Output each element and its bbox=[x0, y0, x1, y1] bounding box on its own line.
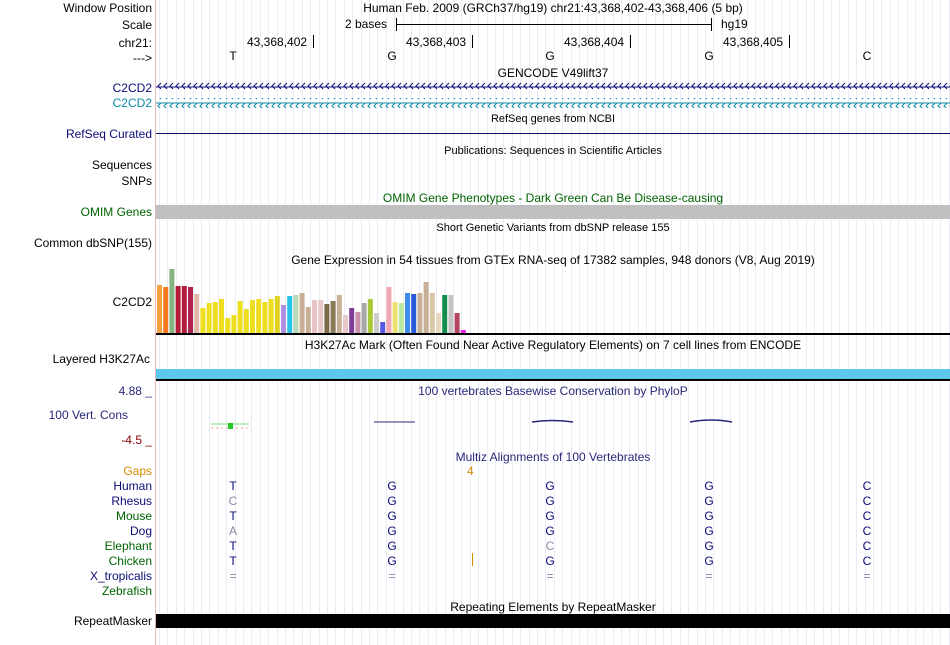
alignment-base-dog: G bbox=[704, 524, 714, 538]
alignment-base-elephant: C bbox=[862, 539, 872, 553]
track-label-mouse[interactable]: Mouse bbox=[115, 509, 152, 523]
scale-label: 2 bases bbox=[345, 17, 388, 31]
refseq-gene-line[interactable] bbox=[156, 133, 950, 134]
alignment-base-dog: G bbox=[545, 524, 555, 538]
reference-base: G bbox=[545, 49, 555, 63]
coordinate-tick bbox=[472, 35, 473, 48]
gtex-tissue-bar[interactable] bbox=[448, 295, 453, 333]
coordinate-label: 43,368,403 bbox=[406, 35, 467, 49]
gtex-tissue-bar[interactable] bbox=[250, 300, 255, 333]
coordinate-tick bbox=[789, 35, 790, 48]
alignment-base-chicken: T bbox=[229, 554, 237, 568]
gtex-tissue-bar[interactable] bbox=[430, 293, 435, 333]
reference-base: G bbox=[704, 49, 714, 63]
alignment-base-x_tropicalis: = bbox=[705, 569, 713, 583]
gtex-tissue-bar[interactable] bbox=[380, 322, 385, 333]
alignment-base-mouse: T bbox=[229, 509, 237, 523]
coordinate-label: 43,368,405 bbox=[723, 35, 784, 49]
alignment-base-x_tropicalis: = bbox=[546, 569, 554, 583]
gtex-tissue-bar[interactable] bbox=[306, 307, 311, 333]
alignment-base-chicken: G bbox=[704, 554, 714, 568]
track-label-dog[interactable]: Dog bbox=[129, 524, 152, 538]
omim-feature-bar[interactable] bbox=[156, 205, 950, 219]
gtex-tissue-bar[interactable] bbox=[256, 299, 261, 333]
gtex-tissue-bar[interactable] bbox=[424, 282, 429, 333]
alignment-base-rhesus: G bbox=[545, 494, 555, 508]
alignment-base-human: G bbox=[545, 479, 555, 493]
track-label-omim-genes[interactable]: OMIM Genes bbox=[80, 205, 152, 219]
alignment-base-elephant: G bbox=[704, 539, 714, 553]
gtex-tissue-bar[interactable] bbox=[331, 301, 336, 333]
gtex-tissue-bar[interactable] bbox=[281, 305, 286, 333]
c2cd2-gencode-secondary[interactable] bbox=[156, 98, 950, 108]
alignment-base-human: G bbox=[387, 479, 397, 493]
alignment-base-elephant: T bbox=[229, 539, 237, 553]
alignment-base-x_tropicalis: = bbox=[388, 569, 396, 583]
track-label-human[interactable]: Human bbox=[113, 479, 152, 493]
coordinate-tick bbox=[313, 35, 314, 48]
track-label-c2cd2[interactable]: C2CD2 bbox=[112, 81, 152, 95]
track-label-repeatmasker[interactable]: RepeatMasker bbox=[73, 614, 152, 628]
coordinate-label: 43,368,402 bbox=[247, 35, 308, 49]
track-label-sequences[interactable]: Sequences bbox=[91, 158, 152, 172]
gtex-tissue-bar[interactable] bbox=[355, 312, 360, 333]
track-label--4-5-[interactable]: -4.5 _ bbox=[121, 433, 152, 447]
track-label-layered-h3k27ac[interactable]: Layered H3K27Ac bbox=[52, 352, 150, 366]
browser-image[interactable] bbox=[156, 0, 950, 645]
phylop-mark-g3 bbox=[690, 420, 732, 422]
coordinate-label: 43,368,404 bbox=[564, 35, 625, 49]
track-label-100-vert-cons[interactable]: 100 Vert. Cons bbox=[48, 408, 128, 422]
track-label-x-tropicalis[interactable]: X_tropicalis bbox=[89, 569, 152, 583]
alignment-base-dog: G bbox=[387, 524, 397, 538]
refseq-title: RefSeq genes from NCBI bbox=[490, 113, 616, 125]
gencode-title: GENCODE V49lift37 bbox=[497, 66, 609, 80]
gtex-tissue-bar[interactable] bbox=[182, 286, 187, 333]
gtex-tissue-bar[interactable] bbox=[362, 303, 367, 333]
repeatmasker-title: Repeating Elements by RepeatMasker bbox=[450, 600, 656, 614]
track-label-4-88-[interactable]: 4.88 _ bbox=[118, 384, 152, 398]
gtex-tissue-bar[interactable] bbox=[219, 299, 224, 333]
alignment-base-rhesus: C bbox=[862, 494, 872, 508]
gtex-tissue-bar[interactable] bbox=[262, 302, 267, 333]
track-labels-column bbox=[0, 0, 155, 645]
gtex-tissue-bar[interactable] bbox=[312, 300, 317, 333]
gtex-tissue-bar[interactable] bbox=[225, 318, 230, 333]
gtex-tissue-bar[interactable] bbox=[275, 296, 280, 333]
gtex-tissue-bar[interactable] bbox=[399, 303, 404, 333]
gtex-tissue-bar[interactable] bbox=[337, 295, 342, 333]
gtex-tissue-bar[interactable] bbox=[231, 315, 236, 333]
gtex-tissue-bar[interactable] bbox=[287, 296, 292, 333]
alignment-base-chicken: G bbox=[545, 554, 555, 568]
gtex-tissue-bar[interactable] bbox=[269, 299, 274, 333]
track-label--[interactable]: ---> bbox=[133, 51, 152, 65]
alignment-base-human: G bbox=[704, 479, 714, 493]
track-label-gaps[interactable]: Gaps bbox=[123, 464, 152, 478]
gtex-tissue-bar[interactable] bbox=[300, 293, 305, 333]
alignment-base-mouse: C bbox=[862, 509, 872, 523]
gtex-tissue-bar[interactable] bbox=[343, 315, 348, 333]
gtex-tissue-bar[interactable] bbox=[176, 286, 181, 333]
gtex-tissue-bar[interactable] bbox=[411, 294, 416, 333]
track-label-rhesus[interactable]: Rhesus bbox=[111, 494, 152, 508]
track-label-chr21-[interactable]: chr21: bbox=[118, 36, 152, 50]
gtex-bar-chart[interactable] bbox=[156, 266, 950, 334]
phylop-mark-g2 bbox=[532, 421, 573, 423]
c2cd2-gencode-primary[interactable] bbox=[156, 82, 950, 92]
gtex-tissue-bar[interactable] bbox=[213, 302, 218, 333]
gtex-tissue-bar[interactable] bbox=[442, 295, 447, 333]
alignment-base-elephant: C bbox=[545, 539, 555, 553]
gtex-tissue-bar[interactable] bbox=[318, 300, 323, 333]
alignment-base-mouse: G bbox=[545, 509, 555, 523]
publications-title: Publications: Sequences in Scientific Articles bbox=[444, 145, 662, 157]
gtex-tissue-bar[interactable] bbox=[386, 287, 391, 333]
alignment-base-elephant: G bbox=[387, 539, 397, 553]
coordinate-tick bbox=[630, 35, 631, 48]
track-label-chicken[interactable]: Chicken bbox=[108, 554, 152, 568]
alignment-base-rhesus: C bbox=[228, 494, 238, 508]
reference-base: C bbox=[862, 49, 872, 63]
gtex-title: Gene Expression in 54 tissues from GTEx RNA-seq of 17382 samples, 948 donors (V8, Aug 2019) bbox=[291, 253, 815, 267]
h3k27ac-baseline bbox=[156, 379, 950, 381]
h3k27ac-signal[interactable] bbox=[156, 369, 950, 379]
scale-bar bbox=[396, 18, 712, 31]
alignment-base-dog: C bbox=[862, 524, 872, 538]
gtex-tissue-bar[interactable] bbox=[368, 299, 373, 333]
track-label-c2cd2[interactable]: C2CD2 bbox=[112, 295, 152, 309]
gtex-tissue-bar[interactable] bbox=[349, 308, 354, 333]
alignment-base-chicken: G bbox=[387, 554, 397, 568]
gtex-tissue-bar[interactable] bbox=[436, 313, 441, 333]
reference-base: T bbox=[229, 49, 237, 63]
chicken-insertion-mark bbox=[472, 553, 473, 566]
track-label-common-dbsnp-155-[interactable]: Common dbSNP(155) bbox=[33, 236, 152, 250]
gtex-tissue-bar[interactable] bbox=[188, 287, 193, 333]
alignment-base-chicken: C bbox=[862, 554, 872, 568]
track-label-refseq-curated[interactable]: RefSeq Curated bbox=[65, 127, 152, 141]
alignment-base-rhesus: G bbox=[387, 494, 397, 508]
gtex-tissue-bar[interactable] bbox=[238, 301, 243, 333]
gencode-gene-tracks[interactable] bbox=[156, 81, 950, 111]
gtex-tissue-bar[interactable] bbox=[393, 302, 398, 333]
gtex-tissue-bar[interactable] bbox=[169, 269, 174, 333]
gtex-tissue-bar[interactable] bbox=[244, 309, 249, 333]
track-label-zebrafish[interactable]: Zebrafish bbox=[101, 584, 152, 598]
alignment-base-mouse: G bbox=[704, 509, 714, 523]
gtex-tissue-bar[interactable] bbox=[455, 313, 460, 333]
gtex-baseline bbox=[156, 333, 950, 335]
gtex-tissue-bar[interactable] bbox=[293, 295, 298, 333]
reference-base: G bbox=[387, 49, 397, 63]
gtex-tissue-bar[interactable] bbox=[163, 287, 168, 333]
dbsnp-title: Short Genetic Variants from dbSNP release 155 bbox=[436, 222, 670, 234]
gtex-tissue-bar[interactable] bbox=[194, 294, 199, 333]
window-position-text: Human Feb. 2009 (GRCh37/hg19) chr21:43,368,402-43,368,406 (5 bp) bbox=[363, 1, 743, 15]
gtex-tissue-bar[interactable] bbox=[157, 285, 162, 333]
gtex-tissue-bar[interactable] bbox=[200, 308, 205, 333]
track-label-scale[interactable]: Scale bbox=[121, 18, 152, 32]
track-label-c2cd2[interactable]: C2CD2 bbox=[112, 96, 152, 110]
alignment-base-human: C bbox=[862, 479, 872, 493]
gtex-tissue-bar[interactable] bbox=[405, 293, 410, 333]
h3k27ac-title: H3K27Ac Mark (Often Found Near Active Regulatory Elements) on 7 cell lines from ENCODE bbox=[304, 338, 802, 352]
gtex-tissue-bar[interactable] bbox=[324, 304, 329, 333]
alignment-base-mouse: G bbox=[387, 509, 397, 523]
phylop-mark-t-peak bbox=[228, 423, 233, 429]
alignment-base-x_tropicalis: = bbox=[229, 569, 237, 583]
track-label-snps[interactable]: SNPs bbox=[121, 174, 152, 188]
gaps-count: 4 bbox=[467, 464, 474, 478]
multiz-title: Multiz Alignments of 100 Vertebrates bbox=[455, 450, 651, 464]
alignment-base-rhesus: G bbox=[704, 494, 714, 508]
phylop-signal[interactable] bbox=[156, 412, 950, 434]
track-label-window-position[interactable]: Window Position bbox=[63, 1, 152, 15]
gtex-tissue-bar[interactable] bbox=[374, 313, 379, 333]
track-label-elephant[interactable]: Elephant bbox=[104, 539, 152, 553]
gtex-tissue-bar[interactable] bbox=[417, 293, 422, 333]
omim-title: OMIM Gene Phenotypes - Dark Green Can Be Disease-causing bbox=[382, 191, 724, 205]
gtex-tissue-bar[interactable] bbox=[207, 303, 212, 333]
alignment-base-x_tropicalis: = bbox=[863, 569, 871, 583]
alignment-base-human: T bbox=[229, 479, 237, 493]
repeatmasker-feature-bar[interactable] bbox=[156, 614, 950, 628]
alignment-base-dog: A bbox=[228, 524, 237, 538]
phylop-title: 100 vertebrates Basewise Conservation by PhyloP bbox=[418, 384, 688, 398]
assembly-label: hg19 bbox=[721, 17, 748, 31]
